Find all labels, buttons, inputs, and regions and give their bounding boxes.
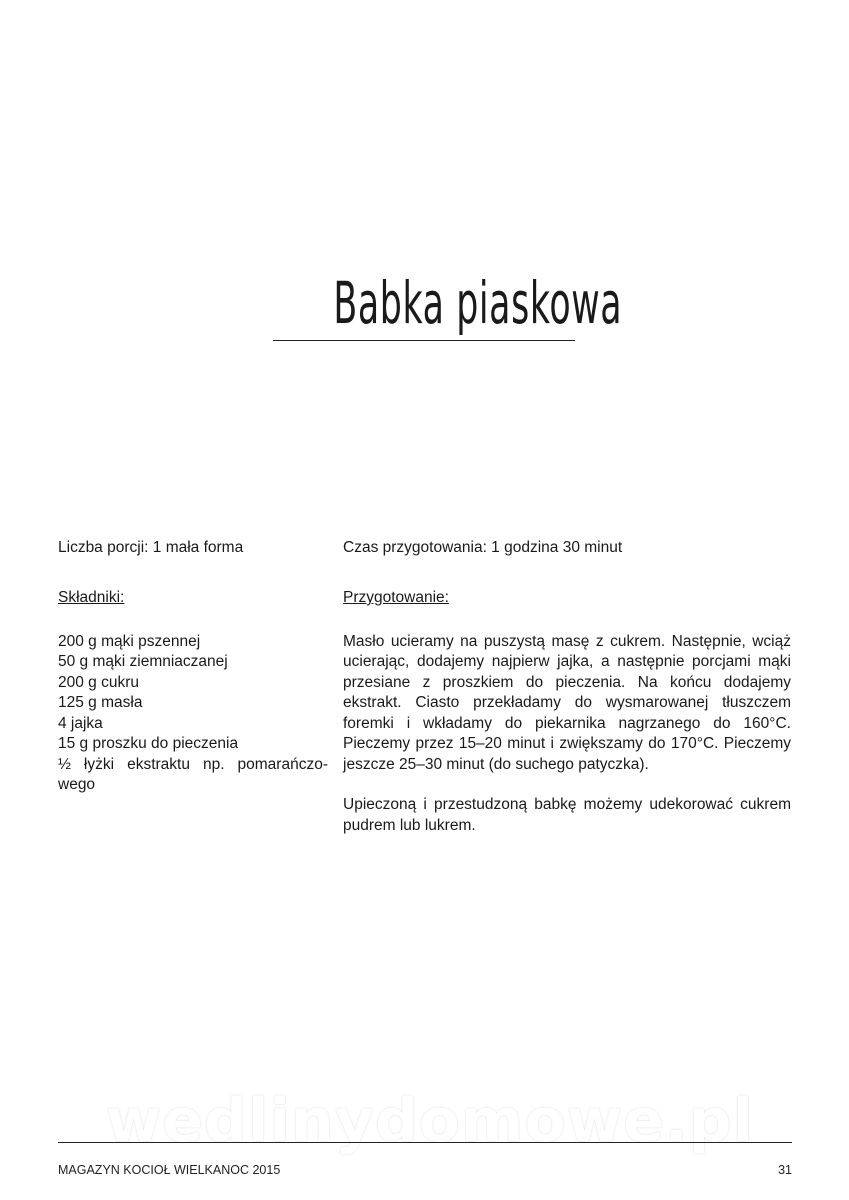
ingredient-item: 125 g masła [58, 694, 143, 711]
prep-time: Czas przygotowania: 1 godzina 30 minut [343, 539, 623, 556]
title-block [273, 269, 623, 341]
ingredient-item: 200 g cukru [58, 673, 139, 691]
page-title: Babka piaskowa [333, 269, 623, 337]
preparation-paragraph: Masło ucieramy na puszystą masę z cukrem. Następnie, wciąż ucierając, dodajemy najpierw jajka, a następnie porcjami mąki przesiane z proszkiem do pieczenia. Na końcu dodajemy ekstrakt. Ciasto przekładamy do wysmarowanej tłuszczem foremki i wkładamy do piekarnika nagrzanego do 160°C. Pieczemy przez 15–20 minut i zwiększamy do 170°C. Pieczemy jeszcze 25–30 minut (do suchego patyczka). [343, 632, 791, 773]
footer-publication: MAGAZYN KOCIOŁ WIELKANOC 2015 [58, 1163, 281, 1177]
footer-page-number: 31 [778, 1163, 792, 1177]
left-column [58, 538, 328, 796]
ingredient-item: 50 g mąki ziemniaczanej [58, 653, 228, 670]
ingredient-item: 200 g mąki pszennej [58, 632, 201, 650]
ingredient-item: ½ łyżki ekstraktu np. pomarańczo-wego [58, 755, 328, 793]
preparation-paragraph: Upieczoną i przestudzoną babkę możemy udekorować cukrem pudrem lub lukrem. [343, 796, 791, 834]
watermark: wedlinydomowe.pl [105, 1086, 755, 1156]
right-column [343, 538, 791, 856]
ingredient-item: 15 g proszku do pieczenia [58, 735, 239, 752]
preparation-heading: Przygotowanie: [343, 589, 449, 606]
ingredients-list [58, 632, 328, 796]
footer-divider [58, 1142, 792, 1143]
ingredients-heading: Składniki: [58, 589, 125, 606]
ingredient-item: 4 jajka [58, 714, 103, 732]
servings: Liczba porcji: 1 mała forma [58, 539, 244, 556]
